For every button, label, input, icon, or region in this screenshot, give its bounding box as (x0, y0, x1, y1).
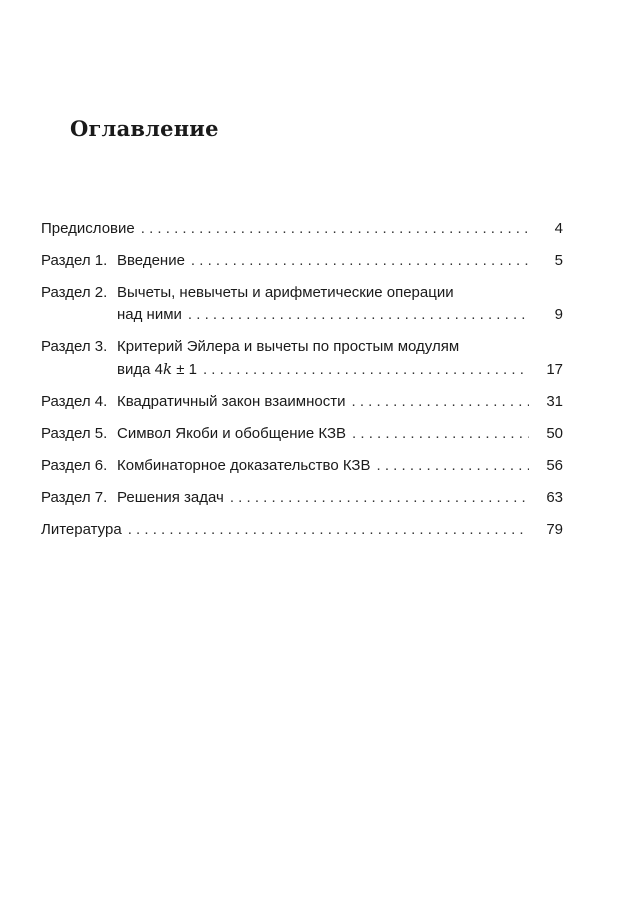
toc-entry-body (117, 455, 563, 477)
toc-entry-body (117, 336, 563, 381)
toc-page-number: 56 (546, 457, 563, 474)
toc-entry-body (41, 218, 563, 240)
toc-line (117, 282, 563, 304)
toc-section-label: Раздел 6. (41, 457, 108, 474)
toc-entry-section-7[interactable] (41, 487, 563, 509)
toc-page-number: 63 (546, 489, 563, 506)
dot-leader (352, 391, 530, 413)
toc-entry-body (117, 487, 563, 509)
toc-text-fragment: ± 1 (172, 361, 197, 378)
toc-section-label: Раздел 4. (41, 393, 108, 410)
toc-entry-section-4[interactable] (41, 391, 563, 413)
toc-entry-title: Литература (41, 521, 122, 538)
toc-entry-section-5[interactable] (41, 423, 563, 445)
toc-entry-preface[interactable] (41, 218, 563, 240)
toc-entry-title: Предисловие (41, 220, 135, 237)
toc-entry-title: Квадратичный закон взаимности (117, 393, 346, 410)
dot-leader (230, 487, 529, 509)
toc-section-label: Раздел 3. (41, 338, 108, 355)
toc-entry-title: Вычеты, невычеты и арифметические операции (117, 284, 454, 301)
toc-entry-body (117, 423, 563, 445)
toc-page-number: 79 (546, 521, 563, 538)
toc-line (117, 336, 563, 358)
toc-line (117, 304, 563, 326)
dot-leader (377, 455, 530, 477)
toc-page-number: 31 (546, 393, 563, 410)
toc-entry-title: Критерий Эйлера и вычеты по простым модулям (117, 338, 460, 355)
toc-section-label: Раздел 1. (41, 252, 108, 269)
dot-leader (191, 250, 529, 272)
toc-section-label: Раздел 5. (41, 425, 108, 442)
toc-page-number: 17 (546, 361, 563, 378)
toc-line (117, 358, 563, 381)
math-variable-k: k (162, 360, 173, 378)
toc-entry-body (117, 282, 563, 326)
toc-line (117, 487, 563, 509)
toc-entry-section-2[interactable] (41, 282, 563, 326)
page-title: Оглавление (70, 116, 219, 141)
toc-line (117, 423, 563, 445)
toc-line (41, 519, 563, 541)
toc-page-number: 9 (554, 306, 563, 323)
toc-line (117, 391, 563, 413)
toc-text-fragment: вида 4 (117, 361, 163, 378)
toc-entry-title: Символ Якоби и обобщение КЗВ (117, 425, 347, 442)
toc-entry-title: Введение (117, 252, 185, 269)
toc-page-number: 4 (554, 220, 563, 237)
dot-leader (203, 359, 529, 381)
dot-leader (188, 304, 529, 326)
toc-line (117, 455, 563, 477)
dot-leader (141, 218, 529, 240)
toc-entry-section-1[interactable] (41, 250, 563, 272)
toc-section-label: Раздел 2. (41, 284, 108, 301)
toc-entry-body (117, 391, 563, 413)
dot-leader (352, 423, 529, 445)
toc-page-number: 50 (546, 425, 563, 442)
toc-entry-body (41, 519, 563, 541)
dot-leader (128, 519, 529, 541)
toc-entry-section-3[interactable] (41, 336, 563, 381)
toc-line (117, 250, 563, 272)
toc-entry-title: Решения задач (117, 489, 224, 506)
toc-entry-title-continued: над ними (117, 306, 182, 323)
toc-entry-title: Комбинаторное доказательство КЗВ (117, 457, 371, 474)
toc-entry-title-continued (117, 358, 197, 381)
table-of-contents (41, 218, 563, 551)
toc-line (41, 218, 563, 240)
toc-entry-section-6[interactable] (41, 455, 563, 477)
toc-entry-body (117, 250, 563, 272)
toc-section-label: Раздел 7. (41, 489, 108, 506)
toc-entry-bibliography[interactable] (41, 519, 563, 541)
toc-page-number: 5 (554, 252, 563, 269)
